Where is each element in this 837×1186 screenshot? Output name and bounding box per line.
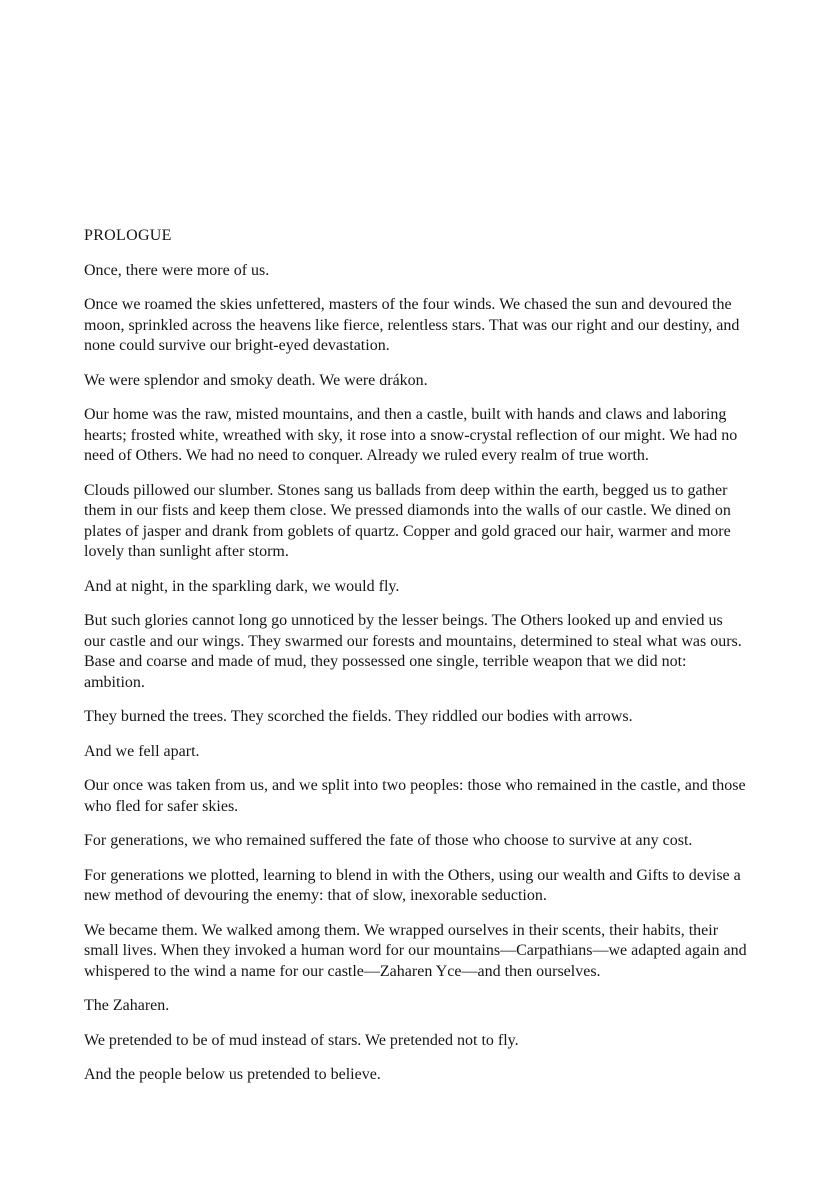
prologue-text [84,226,748,1086]
paragraph: We were splendor and smoky death. We were drákon. [84,371,428,389]
paragraph: And the people below us pretended to believe. [84,1066,381,1083]
paragraph: For generations, we who remained suffered the fate of those who choose to survive at any cost. [84,832,693,849]
paragraph: We became them. We walked among them. We wrapped ourselves in their scents, their habits, their small lives. When they invoked a human word for our mountains—Carpathians—we adapted again and whispered to the wind a name for our castle—Zaharen Yce—and then ourselves. [84,921,747,980]
paragraph: For generations we plotted, learning to blend in with the Others, using our wealth and Gifts to devise a new method of devouring the enemy: that of slow, inexorable seduction. [84,866,741,904]
paragraph: They burned the trees. They scorched the fields. They riddled our bodies with arrows. [84,708,633,725]
paragraph: Once, there were more of us. [84,261,270,279]
paragraph: Clouds pillowed our slumber. Stones sang us ballads from deep within the earth, begged us to gather them in our fists and keep them close. We pressed diamonds into the walls of our castle. We dined on plates of jasper and drank from goblets of quartz. Copper and gold graced our hair, warmer and more lovely than sunlight after storm. [84,481,731,560]
paragraph: But such glories cannot long go unnoticed by the lesser beings. The Others looked up and envied us our castle and our wings. They swarmed our forests and mountains, determined to steal what was ours. Base and coarse and made of mud, they possessed one single, terrible weapon that we did not: ambition. [84,612,742,691]
paragraph: Our home was the raw, misted mountains, and then a castle, built with hands and claws and laboring hearts; frosted white, wreathed with sky, it rose into a snow-crystal reflection of our might. We had no need of Others. We had no need to conquer. Already we ruled every realm of true worth. [84,406,738,464]
paragraph: We pretended to be of mud instead of stars. We pretended not to fly. [84,1031,519,1049]
chapter-heading: PROLOGUE [84,227,172,244]
paragraph: Once we roamed the skies unfettered, masters of the four winds. We chased the sun and devoured the moon, sprinkled across the heavens like fierce, relentless stars. That was our right and our destiny, and none could survive our bright-eyed devastation. [84,296,740,354]
paragraph: And at night, in the sparkling dark, we would fly. [84,577,400,595]
paragraph: Our once was taken from us, and we split into two peoples: those who remained in the castle, and those who fled for safer skies. [84,777,746,815]
paragraph: And we fell apart. [84,742,200,760]
paragraph: The Zaharen. [84,997,170,1014]
